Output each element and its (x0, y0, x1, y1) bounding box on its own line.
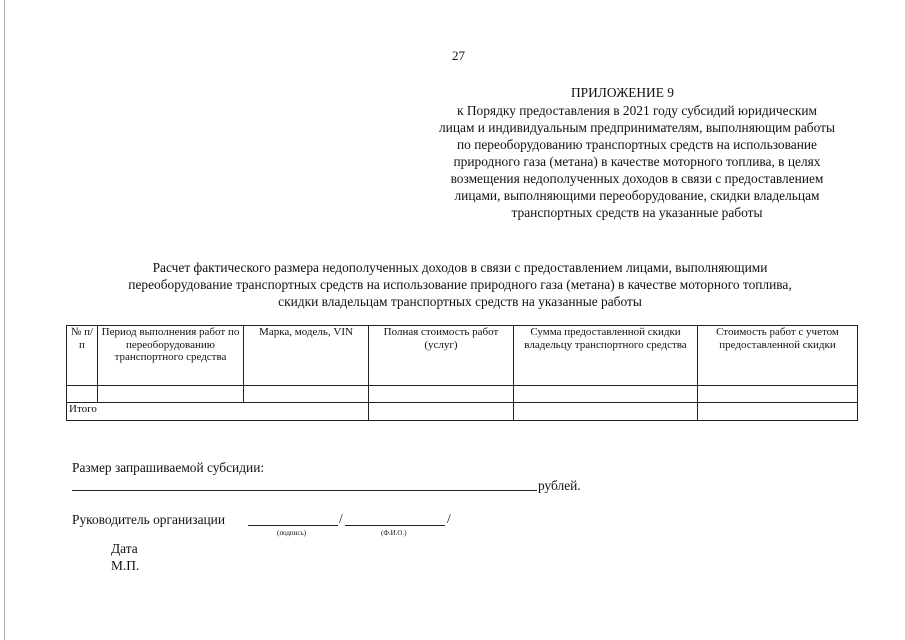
title-line: скидки владельцам транспортных средств на указанные работы (278, 294, 642, 309)
column-header-number: № п/п (67, 326, 98, 386)
total-cell[interactable] (698, 403, 858, 421)
appendix-line: природного газа (метана) в качестве моторного топлива, в целях (453, 154, 821, 169)
document-title (60, 259, 860, 310)
table-cell[interactable] (698, 386, 858, 403)
table-cell[interactable] (98, 386, 244, 403)
appendix-line: транспортных средств на указанные работы (511, 205, 763, 220)
table-cell[interactable] (67, 386, 98, 403)
column-header-discount: Сумма предоставленной скидки владельцу транспортного средства (514, 326, 698, 386)
seal-label: М.П. (111, 558, 140, 573)
appendix-line: к Порядку предоставления в 2021 году субсидий юридическим (457, 103, 817, 118)
appendix-title: ПРИЛОЖЕНИЕ 9 (571, 85, 674, 100)
full-name-caption: (Ф.И.О.) (381, 529, 407, 537)
table-header-row (67, 326, 858, 386)
separator-slash: / (447, 511, 451, 526)
total-label: Итого (67, 403, 369, 421)
table-total-row (67, 403, 858, 421)
appendix-line: по переоборудованию транспортных средств на использование (456, 137, 817, 152)
column-header-discounted-cost: Стоимость работ с учетом предоставленной скидки (698, 326, 858, 386)
column-header-full-cost: Полная стоимость работ (услуг) (369, 326, 514, 386)
page-number: 27 (452, 48, 465, 63)
subsidy-label: Размер запрашиваемой субсидии: (72, 460, 265, 475)
subsidy-amount-field[interactable] (72, 490, 537, 491)
scan-edge-line (4, 0, 5, 640)
title-line: переоборудование транспортных средств на использование природного газа (метана) в качестве моторного топлива, (128, 277, 792, 292)
title-line: Расчет фактического размера недополученных доходов в связи с предоставлением лицами, выполняющими (152, 260, 768, 275)
total-cell[interactable] (369, 403, 514, 421)
full-name-field[interactable] (345, 525, 445, 526)
table-cell[interactable] (244, 386, 369, 403)
total-cell[interactable] (514, 403, 698, 421)
table-row (67, 386, 858, 403)
separator-slash: / (339, 511, 343, 526)
table-cell[interactable] (514, 386, 698, 403)
appendix-line: лицам и индивидуальным предпринимателям, выполняющим работы (439, 120, 835, 135)
table-cell[interactable] (369, 386, 514, 403)
date-label: Дата (111, 541, 138, 556)
signature-caption: (подпись) (277, 529, 307, 537)
calculation-table (66, 325, 858, 421)
column-header-period: Период выполнения работ по переоборудованию транспортного средства (98, 326, 244, 386)
head-of-organization-label: Руководитель организации (72, 512, 226, 527)
column-header-vehicle: Марка, модель, VIN (244, 326, 369, 386)
subsidy-unit: рублей. (538, 478, 581, 493)
appendix-line: возмещения недополученных доходов в связи с предоставлением (450, 171, 824, 186)
signature-field[interactable] (248, 525, 338, 526)
appendix-reference (397, 102, 877, 221)
appendix-line: лицами, выполняющими переоборудование, скидки владельцам (454, 188, 820, 203)
